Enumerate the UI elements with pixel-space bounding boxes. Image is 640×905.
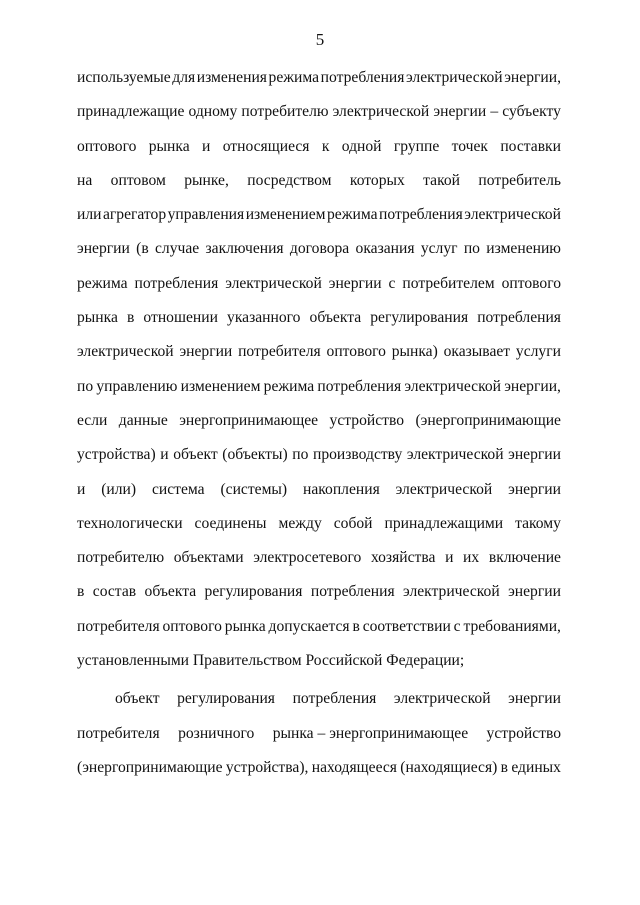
word: электрической (403, 583, 500, 601)
word: допускается (268, 617, 350, 635)
word: электрической (404, 377, 502, 395)
word: оптового (77, 137, 137, 155)
line-text: установленными Правительством Российской Федерации; (77, 652, 465, 670)
text-line (77, 376, 561, 410)
word: и (160, 446, 169, 464)
word: договора (289, 240, 350, 258)
word: режима (77, 274, 128, 292)
word: потребителю (77, 549, 165, 567)
word: в (126, 309, 135, 327)
word: рынка (224, 617, 266, 635)
word: между (278, 514, 322, 532)
word: устройства) (77, 446, 156, 464)
word: электросетевого (253, 549, 362, 567)
word: в (77, 583, 85, 601)
word: и (201, 137, 211, 155)
word: собой (333, 514, 373, 532)
word: потребителем (402, 274, 495, 292)
word: для (172, 69, 196, 86)
word: управления (167, 206, 245, 224)
word: находящееся (311, 758, 397, 776)
word: (находящиеся) (400, 758, 498, 776)
word: оптового (501, 274, 561, 292)
text-line (77, 650, 561, 684)
word: энергии, (504, 377, 561, 395)
word: рынка – энергопринимающее (272, 724, 469, 742)
word: потребления (134, 274, 219, 292)
word: энергопринимающее (179, 411, 319, 429)
word: потребления (317, 377, 402, 395)
word: единых (511, 758, 561, 776)
word: изменением (180, 377, 261, 395)
word: оптового (326, 343, 386, 361)
word: точек (451, 137, 488, 155)
word: с (453, 617, 461, 635)
word: потребления (477, 309, 561, 327)
word: случае (155, 240, 200, 258)
word: энергии (433, 103, 487, 121)
word: (объекты) (222, 446, 288, 464)
word: объект (115, 690, 160, 708)
word: и (445, 549, 454, 567)
text-line (77, 410, 561, 444)
word: данные (118, 411, 168, 429)
word: оптового (162, 617, 222, 635)
word: (энергопринимающие (77, 758, 223, 776)
word: технологически (77, 514, 183, 532)
word: энергии (508, 446, 561, 464)
word: в (352, 617, 360, 635)
word: принадлежащие (77, 103, 185, 121)
word: потребителя (77, 724, 160, 742)
word: принадлежащими (384, 514, 504, 532)
text-line (77, 479, 561, 513)
word: рынка (77, 309, 118, 327)
word: (энергопринимающие (415, 411, 561, 429)
word: объекта (309, 309, 362, 327)
word: указанного (227, 309, 301, 327)
word: на (77, 171, 93, 189)
text-line (77, 341, 561, 375)
word: если (77, 411, 108, 429)
word: энергии (508, 583, 561, 601)
word: или (77, 206, 102, 224)
word: субъекту (502, 103, 561, 121)
word: изменения (196, 69, 267, 86)
word: электрической (406, 446, 504, 464)
word: потребителя (238, 343, 321, 361)
word: энергии (328, 274, 382, 292)
word: по (463, 240, 480, 258)
word: группе (393, 137, 440, 155)
text-line (77, 67, 561, 101)
word: хозяйства (370, 549, 436, 567)
word: объекта (144, 583, 197, 601)
word: по (77, 377, 94, 395)
word: потребителю (241, 103, 329, 121)
word: услуги (515, 343, 561, 361)
text-line (77, 101, 561, 135)
word: и (77, 480, 86, 498)
word: электрической (332, 103, 430, 121)
word: посредством (247, 171, 332, 189)
word: соответствии (362, 617, 451, 635)
word: соединены (194, 514, 267, 532)
word: регулирования (370, 309, 469, 327)
word: рынке, (184, 171, 229, 189)
text-line (77, 547, 561, 581)
word: (в (136, 240, 149, 258)
word: объектами (173, 549, 244, 567)
word: агрегатор (102, 206, 167, 224)
word: такому (515, 514, 561, 532)
text-line (77, 688, 561, 722)
word: которых (349, 171, 405, 189)
word: устройства), (225, 758, 309, 776)
word: электрической (393, 690, 491, 708)
word: энергии, (504, 69, 561, 86)
word: по (292, 446, 309, 464)
word: относящиеся (222, 137, 310, 155)
text-line (77, 307, 561, 341)
word: регулирования (204, 583, 303, 601)
word: потребления (310, 583, 395, 601)
word: в (500, 758, 509, 776)
word: электрической (395, 480, 493, 498)
word: рынка (148, 137, 190, 155)
word: потребления (292, 690, 377, 708)
word: розничного (178, 724, 255, 742)
word: режима (268, 69, 320, 86)
word: оказания (355, 240, 415, 258)
text-line (77, 204, 561, 238)
text-line (77, 238, 561, 272)
word: потребления (320, 69, 405, 86)
word: включение (488, 549, 561, 567)
word: энергии (77, 240, 130, 258)
word: (или) (101, 480, 137, 498)
word: электрической (225, 274, 322, 292)
word: используемые (77, 69, 171, 86)
word: потребления (379, 206, 463, 224)
word: управлению (96, 377, 178, 395)
word: требованиями, (463, 617, 561, 635)
page-number: 5 (315, 30, 325, 49)
word: отношении (143, 309, 218, 327)
word: услуг (420, 240, 458, 258)
word: изменению (486, 240, 561, 258)
word: заключения (205, 240, 284, 258)
text-line (77, 136, 561, 170)
text-line (77, 723, 561, 757)
word: (системы) (220, 480, 288, 498)
word: производству (312, 446, 403, 464)
word: электрической (464, 206, 561, 224)
word: такой (423, 171, 461, 189)
word: электрической (77, 343, 174, 361)
word: потребителя (77, 617, 160, 635)
word: режима (327, 206, 378, 224)
text-line (77, 170, 561, 204)
word: – (490, 103, 499, 121)
word: электрической (406, 69, 503, 86)
word: состав (92, 583, 137, 601)
word: оптовом (110, 171, 166, 189)
word: с (388, 274, 396, 292)
word: регулирования (177, 690, 275, 708)
word: накопления (302, 480, 380, 498)
word: одной (341, 137, 382, 155)
word: оказывает (443, 343, 511, 361)
word: одному (188, 103, 238, 121)
word: рынка) (391, 343, 438, 361)
word: изменением (245, 206, 326, 224)
text-line (77, 757, 561, 791)
text-line (77, 273, 561, 307)
word: их (463, 549, 480, 567)
word: режима (263, 377, 315, 395)
word: устройство (486, 724, 561, 742)
word: энергии (508, 690, 561, 708)
word: объект (173, 446, 218, 464)
word: потребитель (478, 171, 561, 189)
word: система (151, 480, 205, 498)
text-line (77, 513, 561, 547)
word: энергии (179, 343, 233, 361)
text-line (77, 444, 561, 478)
word: к (321, 137, 330, 155)
word: устройство (329, 411, 404, 429)
word: энергии (508, 480, 561, 498)
text-line (77, 616, 561, 650)
word: поставки (500, 137, 561, 155)
body-text (77, 67, 561, 791)
text-line (77, 581, 561, 615)
